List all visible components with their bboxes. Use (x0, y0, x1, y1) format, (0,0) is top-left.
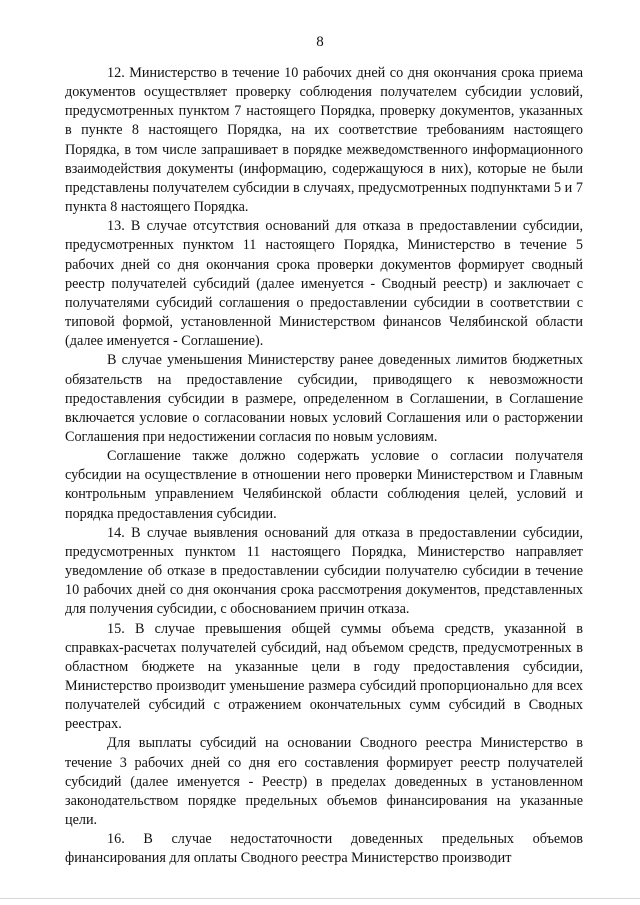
paragraph-16: 16. В случае недостаточности доведенных предельных объемов финансирования для оплаты Сводного реестра Министерство производит (65, 831, 583, 867)
paragraph-13: 13. В случае отсутствия оснований для отказа в предоставлении субсидии, предусмотренных пунктом 11 настоящего Порядка, Министерство в течение 5 рабочих дней со дня окончания срока проверки документов формирует сводный реестр получателей субсидий (далее именуется - Сводный реестр) и заключает с получателями субсидий соглашения о предоставлении субсидии в соответствии с типовой формой, установленной Министерством финансов Челябинской области (далее именуется - Соглашение). (65, 218, 583, 350)
document-body (65, 64, 583, 869)
page-number: 8 (316, 34, 324, 50)
paragraph-13-limits: В случае уменьшения Министерству ранее доведенных лимитов бюджетных обязательств на предоставление субсидии, приводящего к невозможности предоставления субсидии в размере, определенном в Соглашении, в Соглашение включается условие о согласовании новых условий Соглашения или о расторжении Соглашения при недостижении согласия по новым условиям. (65, 352, 583, 445)
paragraph-15-payment: Для выплаты субсидий на основании Сводного реестра Министерство в течение 3 рабочих дней со дня его составления формирует реестр получателей субсидий (далее именуется - Реестр) в пределах доведенных в установленном законодательством порядке предельных объемов финансирования на указанные цели. (65, 735, 583, 829)
page-bottom-edge (0, 898, 640, 899)
paragraph-12: 12. Министерство в течение 10 рабочих дней со дня окончания срока приема документов осуществляет проверку соблюдения получателем субсидии условий, предусмотренных пунктом 7 настоящего Порядка, проверку документов, указанных в пункте 8 настоящего Порядка, на их соответствие требованиям настоящего Порядка, в том числе запрашивает в порядке межведомственного информационного взаимодействия документы (информацию, содержащуюся в них), которые не были представлены получателем субсидии в случаях, предусмотренных подпунктами 5 и 7 пункта 8 настоящего Порядка. (65, 65, 583, 216)
paragraph-15: 15. В случае превышения общей суммы объема средств, указанной в справках-расчетах получателей субсидий, над объемом средств, предусмотренных в областном бюджете на указанные цели в году предоставления субсидии, Министерство производит уменьшение размера субсидий пропорционально для всех получателей субсидий с отражением окончательных сумм субсидий в Сводных реестрах. (65, 620, 583, 733)
paragraph-14: 14. В случае выявления оснований для отказа в предоставлении субсидии, предусмотренных пунктом 11 настоящего Порядка, Министерство направляет уведомление об отказе в предоставлении субсидии получателю субсидии в течение 10 рабочих дней со дня окончания срока рассмотрения документов, представленных для получения субсидии, с обоснованием причин отказа. (65, 524, 583, 618)
paragraph-13-consent: Соглашение также должно содержать условие о согласии получателя субсидии на осуществление в отношении него проверки Министерством и Главным контрольным управлением Челябинской области соблюдения целей, условий и порядка предоставления субсидии. (65, 448, 583, 522)
